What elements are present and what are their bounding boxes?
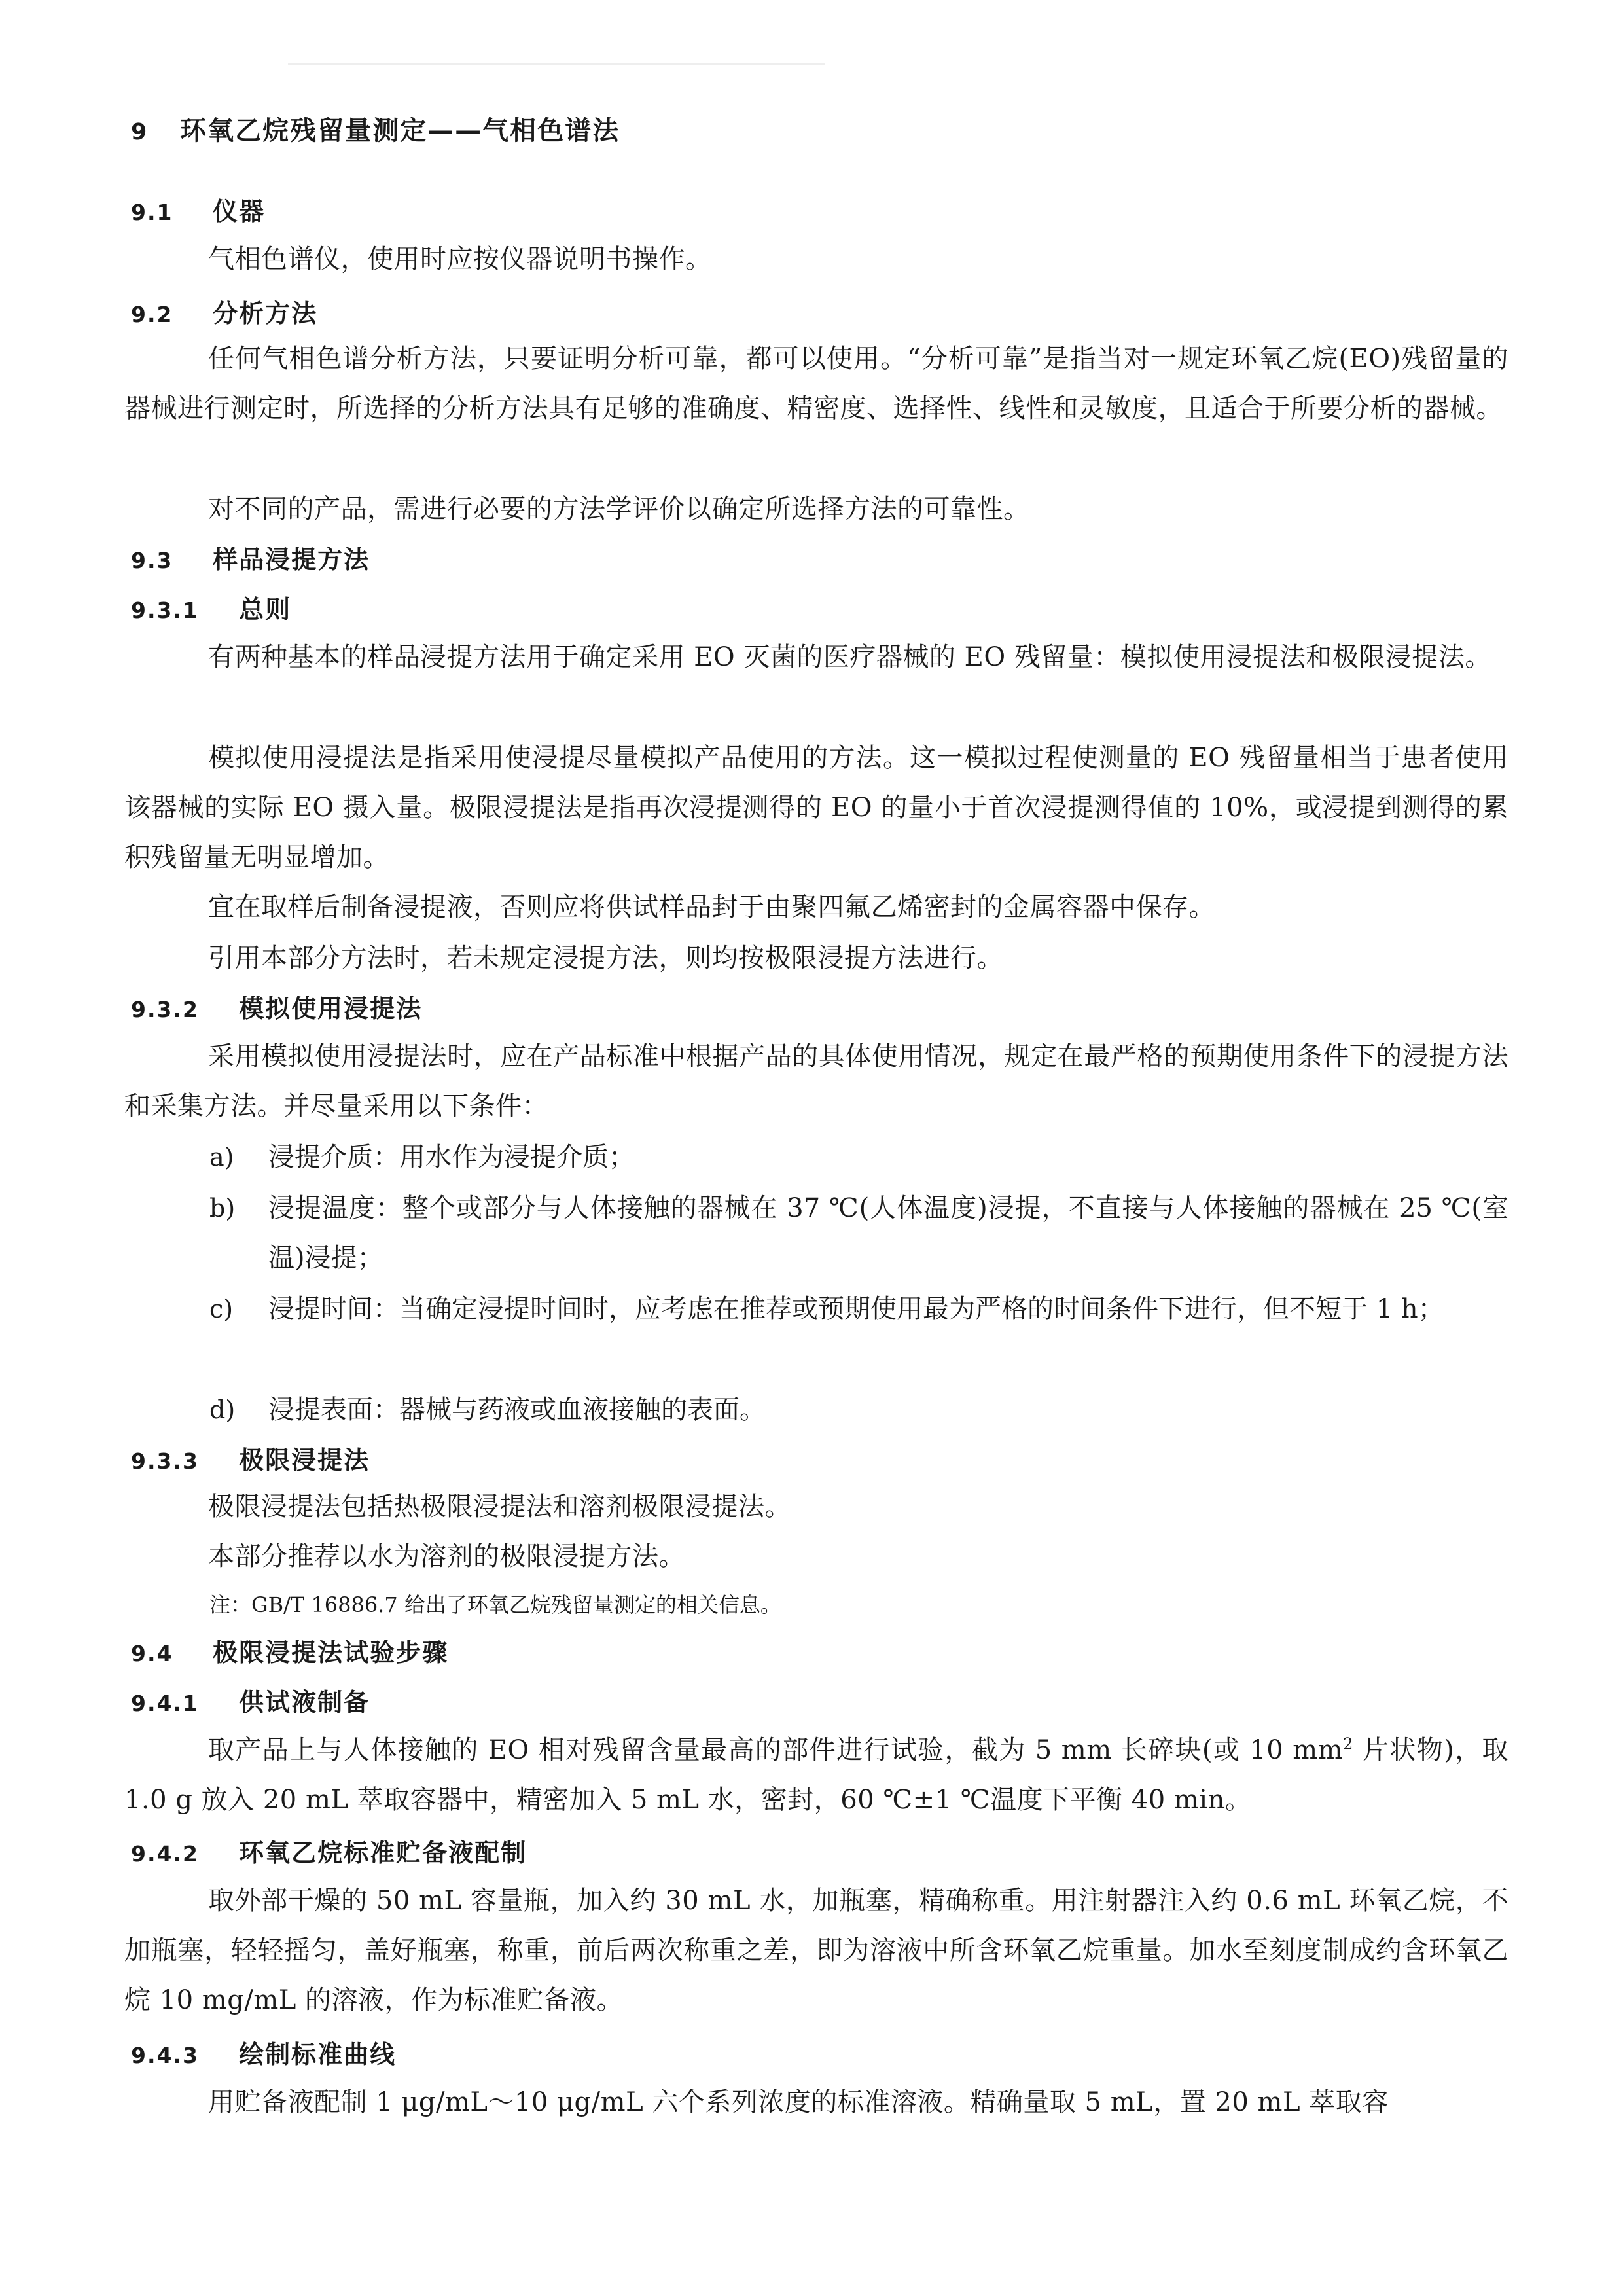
section-number: 9.3.1 [131,598,199,623]
list-marker: b) [209,1194,236,1223]
section-9-2-heading [131,293,317,329]
list-marker: d) [209,1395,236,1424]
section-title: 绘制标准曲线 [239,2040,397,2069]
paragraph [124,1725,1508,1825]
section-9-3-2-heading [131,988,422,1024]
section-title: 仪器 [213,197,266,226]
section-title: 总则 [239,595,292,624]
section-9-3-heading [131,539,370,575]
section-9-3-3-heading [131,1440,370,1476]
section-number: 9.3.3 [131,1448,199,1474]
paragraph: 对不同的产品，需进行必要的方法学评价以确定所选择方法的可靠性。 [208,494,1030,524]
paragraph: 本部分推荐以水为溶剂的极限浸提方法。 [208,1541,685,1571]
superscript: 2 [1343,1734,1353,1753]
list-marker: c) [209,1295,234,1323]
paragraph: 宜在取样后制备浸提液，否则应将供试样品封于由聚四氟乙烯密封的金属容器中保存。 [208,892,1215,922]
section-number: 9.1 [131,200,173,225]
section-number: 9.2 [131,302,173,327]
section-9-3-1-heading [131,589,291,625]
list-item [209,1284,1508,1334]
section-9-heading [131,110,620,147]
section-title: 样品浸提方法 [213,545,370,574]
section-9-4-heading [131,1632,448,1668]
paragraph: 极限浸提法包括热极限浸提法和溶剂极限浸提法。 [208,1492,791,1522]
paragraph-text: 片状物)，取 1.0 g 放入 20 mL 萃取容器中，精密加入 5 mL 水，密封，60 ℃±1 ℃温度下平衡 40 min。 [124,1735,1508,1815]
section-number: 9.3.2 [131,997,199,1022]
section-9-4-3-heading [131,2034,396,2070]
list-marker: a) [209,1143,234,1172]
section-title: 极限浸提法试验步骤 [213,1638,449,1667]
section-9-4-2-heading [131,1833,527,1869]
note: 注：GB/T 16886.7 给出了环氧乙烷残留量测定的相关信息。 [209,1592,781,1617]
list-text: 浸提表面：器械与药液或血液接触的表面。 [268,1395,766,1425]
list-item [209,1183,1508,1283]
paragraph: 引用本部分方法时，若未规定浸提方法，则均按极限浸提方法进行。 [208,943,1003,973]
paragraph: 模拟使用浸提法是指采用使浸提尽量模拟产品使用的方法。这一模拟过程使测量的 EO 残留量相当于患者使用该器械的实际 EO 摄入量。极限浸提法是指再次浸提测得的 EO 的量小于首次浸提测得值的 10%，或浸提到测得的累积残留量无明显增加。 [124,743,1508,872]
section-title: 模拟使用浸提法 [239,994,423,1023]
list-item [209,1385,1508,1435]
section-title: 环氧乙烷残留量测定——气相色谱法 [180,116,620,146]
section-number: 9.4.3 [131,2043,199,2068]
section-9-1-heading [131,191,265,227]
paragraph: 任何气相色谱分析方法，只要证明分析可靠，都可以使用。“分析可靠”是指当对一规定环氧乙烷(EO)残留量的器械进行测定时，所选择的分析方法具有足够的准确度、精密度、选择性、线性和灵敏度，且适合于所要分析的器械。 [124,344,1508,423]
section-number: 9.4.2 [131,1841,199,1867]
list-item [209,1132,1508,1182]
paragraph: 用贮备液配制 1 μg/mL～10 μg/mL 六个系列浓度的标准溶液。精确量取 5 mL，置 20 mL 萃取容 [208,2087,1389,2117]
list-text: 浸提时间：当确定浸提时间时，应考虑在推荐或预期使用最为严格的时间条件下进行，但不短于 1 h； [268,1294,1444,1324]
paragraph-text: 取产品上与人体接触的 EO 相对残留含量最高的部件进行试验，截为 5 mm 长碎块(或 10 mm [208,1735,1344,1765]
paragraph: 取外部干燥的 50 mL 容量瓶，加入约 30 mL 水，加瓶塞，精确称重。用注射器注入约 0.6 mL 环氧乙烷，不加瓶塞，轻轻摇匀，盖好瓶塞，称重，前后两次称重之差，即为溶液中所含环氧乙烷重量。加水至刻度制成约含环氧乙烷 10 mg/mL 的溶液，作为标准贮备液。 [124,1886,1508,2015]
paragraph: 气相色谱仪，使用时应按仪器说明书操作。 [208,244,712,274]
section-title: 极限浸提法 [239,1446,370,1475]
scan-artifact [288,63,825,65]
section-title: 供试液制备 [239,1688,370,1717]
section-number: 9.4.1 [131,1691,199,1716]
section-title: 分析方法 [213,299,318,328]
section-title: 环氧乙烷标准贮备液配制 [239,1839,527,1867]
paragraph: 有两种基本的样品浸提方法用于确定采用 EO 灭菌的医疗器械的 EO 残留量：模拟使用浸提法和极限浸提法。 [208,642,1491,672]
list-text: 浸提介质：用水作为浸提介质； [268,1142,635,1172]
section-number: 9.3 [131,548,173,573]
section-number: 9 [131,119,149,145]
list-text: 浸提温度：整个或部分与人体接触的器械在 37 ℃(人体温度)浸提，不直接与人体接触的器械在 25 ℃(室温)浸提； [268,1193,1508,1273]
section-9-4-1-heading [131,1682,370,1718]
paragraph: 采用模拟使用浸提法时，应在产品标准中根据产品的具体使用情况，规定在最严格的预期使用条件下的浸提方法和采集方法。并尽量采用以下条件： [124,1041,1508,1121]
section-number: 9.4 [131,1641,173,1666]
